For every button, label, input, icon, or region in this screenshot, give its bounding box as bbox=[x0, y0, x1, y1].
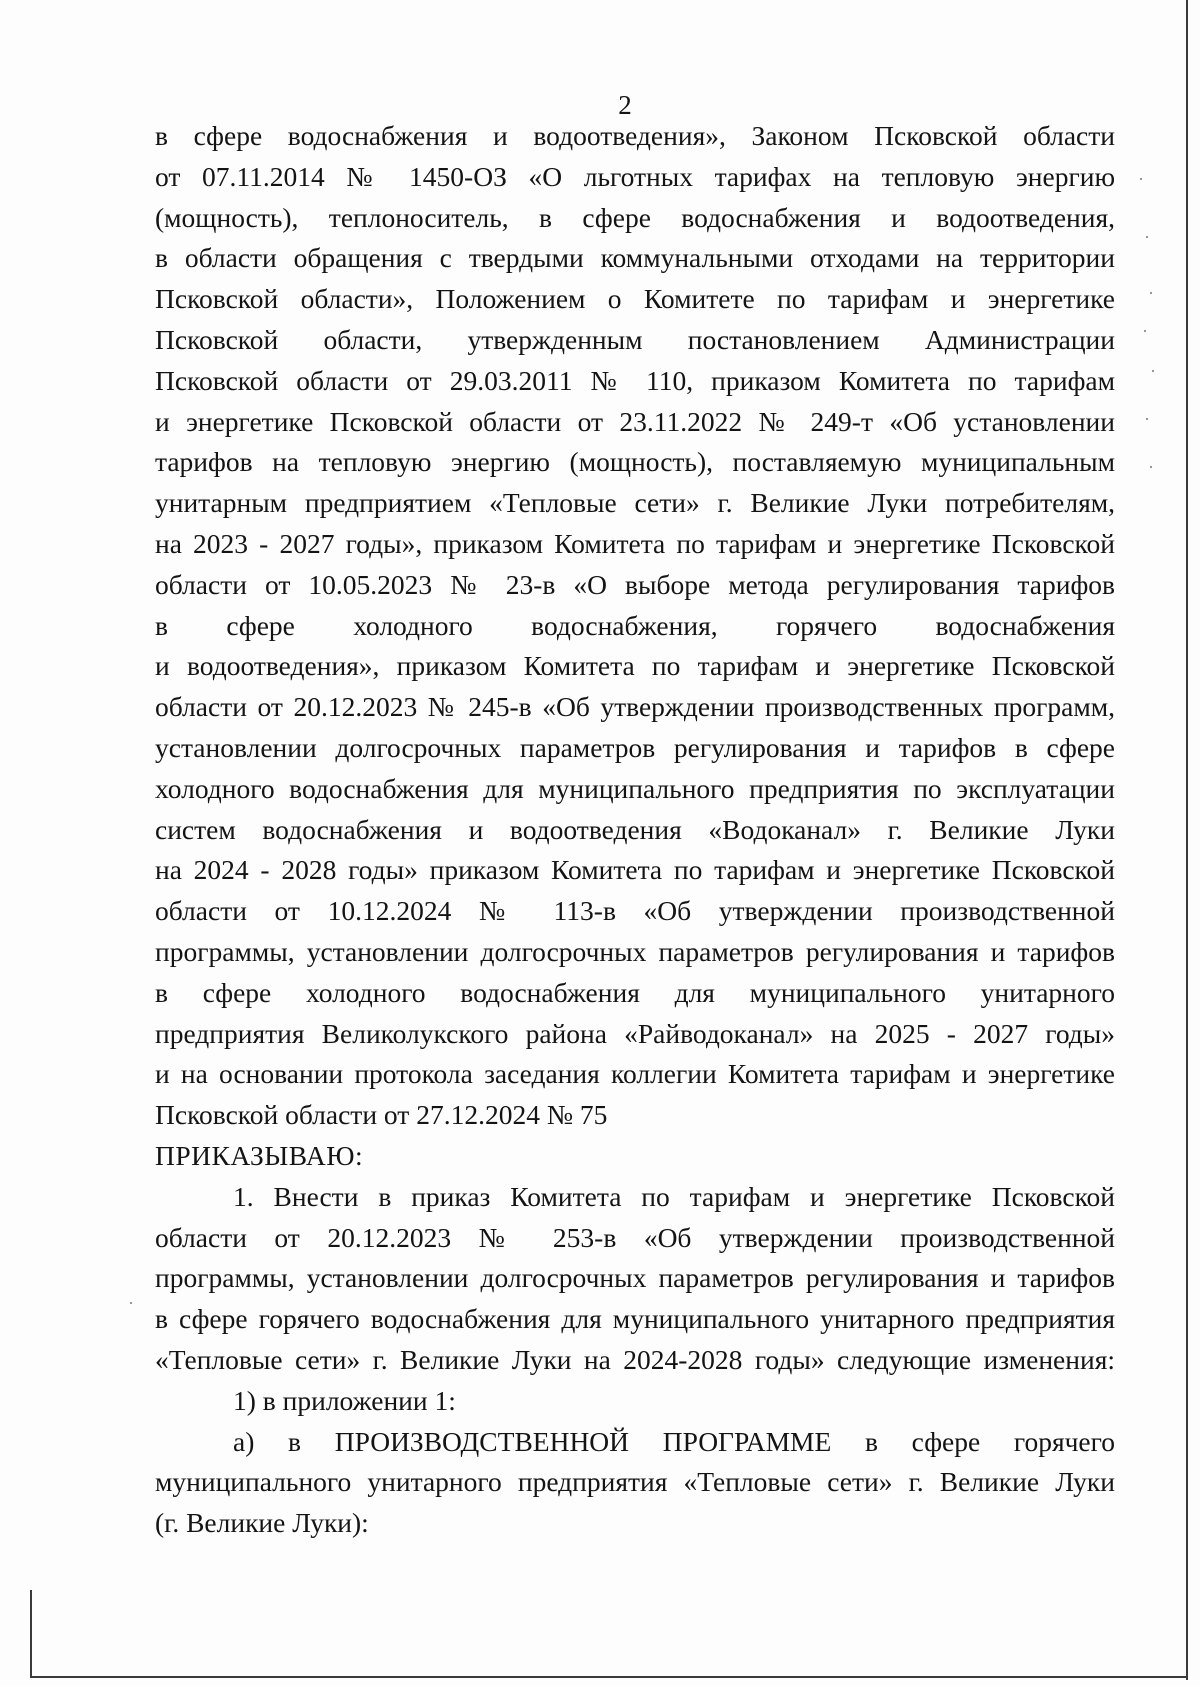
scan-edge-bottom bbox=[30, 1676, 1188, 1678]
text-line: (мощность), теплоноситель, в сфере водоснабжения и водоотведения, bbox=[155, 201, 1115, 233]
text-line: «Тепловые сети» г. Великие Луки на 2024-2028 годы» следующие изменения: bbox=[155, 1343, 1115, 1375]
scan-speck bbox=[1146, 236, 1148, 238]
text-line: в области обращения с твердыми коммунальными отходами на территории bbox=[155, 242, 1115, 274]
text-line: Псковской области от 27.12.2024 № 75 bbox=[155, 1099, 608, 1131]
text-line: Псковской области, утвержденным постановлением Администрации bbox=[155, 323, 1115, 355]
scan-edge-left bbox=[30, 1590, 32, 1678]
text-line: Псковской области от 29.03.2011 № 110, приказом Комитета по тарифам bbox=[155, 364, 1115, 396]
scan-speck bbox=[130, 1302, 132, 1304]
text-line: и энергетике Псковской области от 23.11.2022 № 249-т «Об установлении bbox=[155, 405, 1115, 437]
item-1-paragraph bbox=[155, 1177, 1115, 1381]
text-line: и на основании протокола заседания коллегии Комитета тарифам и энергетике bbox=[155, 1058, 1115, 1090]
text-line: муниципального унитарного предприятия «Тепловые сети» г. Великие Луки bbox=[155, 1466, 1115, 1498]
scan-speck bbox=[1146, 418, 1148, 420]
scan-speck bbox=[1140, 178, 1142, 180]
text-line: систем водоснабжения и водоотведения «Водоканал» г. Великие Луки bbox=[155, 813, 1115, 845]
text-line: тарифов на тепловую энергию (мощность), поставляемую муниципальным bbox=[155, 446, 1115, 478]
scan-edge-right bbox=[1186, 0, 1188, 1680]
text-line: установлении долгосрочных параметров регулирования и тарифов в сфере bbox=[155, 731, 1115, 763]
text-line: (г. Великие Луки): bbox=[155, 1507, 369, 1539]
text-line: от 07.11.2014 № 1450-ОЗ «О льготных тарифах на тепловую энергию bbox=[155, 160, 1115, 192]
text-line: на 2023 - 2027 годы», приказом Комитета по тарифам и энергетике Псковской bbox=[155, 527, 1115, 559]
text-line: и водоотведения», приказом Комитета по тарифам и энергетике Псковской bbox=[155, 650, 1115, 682]
text-line: области от 20.12.2023 № 245-в «Об утверждении производственных программ, bbox=[155, 691, 1115, 723]
text-line: Псковской области», Положением о Комитете по тарифам и энергетике bbox=[155, 283, 1115, 315]
text-line: в сфере холодного водоснабжения для муниципального унитарного bbox=[155, 976, 1115, 1008]
text-line: предприятия Великолукского района «Райводоканал» на 2025 - 2027 годы» bbox=[155, 1017, 1115, 1049]
text-line: на 2024 - 2028 годы» приказом Комитета по тарифам и энергетике Псковской bbox=[155, 854, 1115, 886]
text-line: в сфере водоснабжения и водоотведения», Законом Псковской области bbox=[155, 120, 1115, 151]
scan-speck bbox=[1150, 466, 1152, 468]
order-heading: ПРИКАЗЫВАЮ: bbox=[155, 1139, 364, 1171]
text-line: области от 20.12.2023 № 253-в «Об утверждении производственной bbox=[155, 1221, 1115, 1253]
subitem-1: 1) в приложении 1: bbox=[233, 1384, 456, 1416]
preamble-paragraph bbox=[155, 116, 1115, 1136]
scan-speck bbox=[1144, 330, 1146, 332]
text-line: программы, установлении долгосрочных параметров регулирования и тарифов bbox=[155, 935, 1115, 967]
text-line: области от 10.05.2023 № 23-в «О выборе метода регулирования тарифов bbox=[155, 568, 1115, 600]
text-line: 1. Внести в приказ Комитета по тарифам и энергетике Псковской bbox=[233, 1180, 1115, 1212]
text-line: холодного водоснабжения для муниципального предприятия по эксплуатации bbox=[155, 772, 1115, 804]
text-line: области от 10.12.2024 № 113-в «Об утверждении производственной bbox=[155, 895, 1115, 927]
text-line: в сфере горячего водоснабжения для муниципального унитарного предприятия bbox=[155, 1303, 1115, 1335]
document-body bbox=[155, 116, 1115, 1544]
text-line: а) в ПРОИЗВОДСТВЕННОЙ ПРОГРАММЕ в сфере горячего bbox=[233, 1425, 1115, 1457]
text-line: в сфере холодного водоснабжения, горячего водоснабжения bbox=[155, 609, 1115, 641]
scan-speck bbox=[1150, 292, 1152, 294]
text-line: программы, установлении долгосрочных параметров регулирования и тарифов bbox=[155, 1262, 1115, 1294]
page-number: 2 bbox=[618, 90, 632, 120]
subitem-a-paragraph bbox=[155, 1422, 1115, 1544]
text-line: унитарным предприятием «Тепловые сети» г. Великие Луки потребителям, bbox=[155, 487, 1115, 519]
scan-speck bbox=[1152, 370, 1154, 372]
